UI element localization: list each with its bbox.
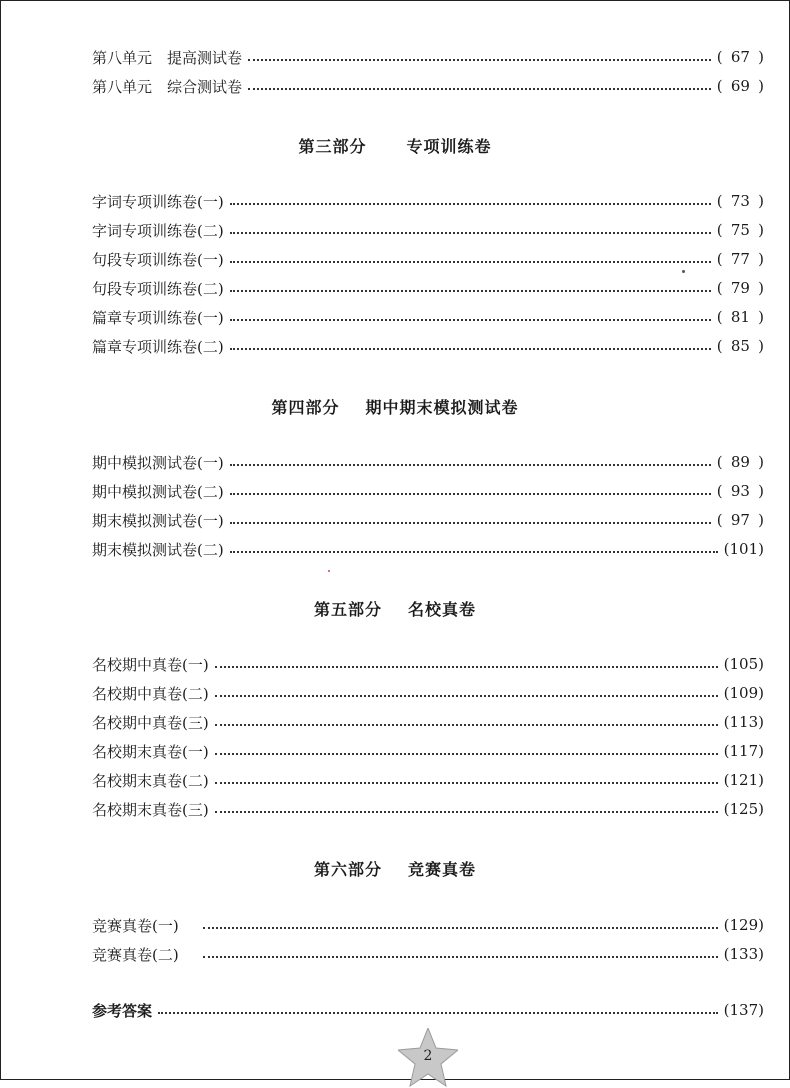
toc-entry-label: 字词专项训练卷(一): [92, 192, 224, 211]
toc-entry[interactable]: [92, 710, 764, 734]
toc-entry[interactable]: [92, 652, 764, 676]
toc-entry-label: 名校期末真卷(二): [92, 771, 209, 790]
toc-entry-page: (113): [723, 713, 764, 731]
toc-entry[interactable]: [92, 797, 764, 821]
toc-entry-page: ( 89 ): [716, 453, 764, 471]
dot-leader: [215, 724, 718, 726]
dot-leader: [215, 753, 718, 755]
toc-entry-page: ( 85 ): [716, 337, 764, 355]
toc-entry-page: ( 69 ): [716, 77, 764, 95]
toc-entry[interactable]: [92, 913, 764, 937]
dot-leader: [158, 1012, 718, 1014]
toc-entry-label: 名校期末真卷(一): [92, 742, 209, 761]
toc-entry-label: 竞赛真卷(二): [92, 945, 179, 964]
toc-entry[interactable]: [92, 508, 764, 532]
toc-entry[interactable]: [92, 479, 764, 503]
toc-entry-label: 字词专项训练卷(二): [92, 221, 224, 240]
toc-entry-page: (105): [723, 655, 764, 673]
dot-leader: [230, 348, 711, 350]
dot-leader: [230, 522, 711, 524]
toc-entry-label: 句段专项训练卷(一): [92, 250, 224, 269]
toc-entry-page: (133): [723, 945, 764, 963]
dot-leader: [230, 493, 711, 495]
toc-entry[interactable]: [92, 305, 764, 329]
page-number: 2: [423, 1048, 433, 1064]
scan-speck: [682, 270, 685, 273]
toc-entry-label: 期末模拟测试卷(一): [92, 511, 224, 530]
toc-entry-page: (129): [723, 916, 764, 934]
toc-entry-label: 句段专项训练卷(二): [92, 279, 224, 298]
toc-entry-label: 名校期中真卷(二): [92, 684, 209, 703]
toc-entry-page: ( 77 ): [716, 250, 764, 268]
toc-entry-page: (121): [723, 771, 764, 789]
toc-entry-page: ( 79 ): [716, 279, 764, 297]
toc-entry[interactable]: [92, 247, 764, 271]
toc-entry[interactable]: [92, 189, 764, 213]
toc-entry-label: 期末模拟测试卷(二): [92, 540, 224, 559]
toc-entry-label: 第八单元 提高测试卷: [92, 48, 243, 67]
toc-entry-page: ( 75 ): [716, 221, 764, 239]
dot-leader: [248, 59, 711, 61]
toc-entry[interactable]: [92, 739, 764, 763]
toc-entry[interactable]: [92, 537, 764, 561]
dot-leader: [248, 88, 711, 90]
toc-entry-page: (101): [723, 540, 764, 558]
toc-entry-label: 篇章专项训练卷(二): [92, 337, 224, 356]
dot-leader: [215, 695, 718, 697]
toc-entry-label: 篇章专项训练卷(一): [92, 308, 224, 327]
section-heading-part4: 第四部分 期中期末模拟测试卷: [271, 398, 519, 417]
toc-entry[interactable]: [92, 45, 764, 69]
toc-entry-page: ( 73 ): [716, 192, 764, 210]
dot-leader: [230, 464, 711, 466]
toc-entry[interactable]: [92, 218, 764, 242]
toc-entry-label: 期中模拟测试卷(一): [92, 453, 224, 472]
toc-entry-page: (125): [723, 800, 764, 818]
dot-leader: [215, 782, 718, 784]
toc-entry[interactable]: [92, 276, 764, 300]
dot-leader: [230, 319, 711, 321]
dot-leader: [230, 290, 711, 292]
toc-entry-label: 名校期中真卷(三): [92, 713, 209, 732]
toc-entry-label: 竞赛真卷(一): [92, 916, 179, 935]
section-heading-part5: 第五部分 名校真卷: [313, 600, 477, 619]
toc-entry-answers[interactable]: [92, 998, 764, 1022]
toc-entry-page: ( 67 ): [716, 48, 764, 66]
toc-entry-label: 参考答案: [92, 1001, 153, 1020]
dot-leader: [215, 811, 718, 813]
dot-leader: [215, 666, 718, 668]
section-heading-part3: 第三部分 专项训练卷: [298, 137, 492, 156]
dot-leader: [203, 956, 718, 958]
toc-entry-page: ( 97 ): [716, 511, 764, 529]
toc-entry[interactable]: [92, 942, 764, 966]
toc-entry[interactable]: [92, 450, 764, 474]
toc-entry[interactable]: [92, 681, 764, 705]
dot-leader: [203, 927, 718, 929]
toc-entry-label: 第八单元 综合测试卷: [92, 77, 243, 96]
dot-leader: [230, 232, 711, 234]
toc-entry[interactable]: [92, 334, 764, 358]
page-number-badge: [398, 1028, 458, 1080]
toc-entry-label: 名校期末真卷(三): [92, 800, 209, 819]
toc-entry-label: 名校期中真卷(一): [92, 655, 209, 674]
scan-speck: [328, 570, 330, 572]
dot-leader: [230, 203, 711, 205]
toc-entry-label: 期中模拟测试卷(二): [92, 482, 224, 501]
toc-entry-page: (137): [723, 1001, 764, 1019]
toc-entry-page: (109): [723, 684, 764, 702]
toc-entry-page: ( 93 ): [716, 482, 764, 500]
dot-leader: [230, 261, 711, 263]
toc-entry[interactable]: [92, 74, 764, 98]
toc-entry-page: ( 81 ): [716, 308, 764, 326]
section-heading-part6: 第六部分 竞赛真卷: [313, 860, 477, 879]
toc-entry-page: (117): [723, 742, 764, 760]
toc-entry[interactable]: [92, 768, 764, 792]
dot-leader: [230, 551, 718, 553]
